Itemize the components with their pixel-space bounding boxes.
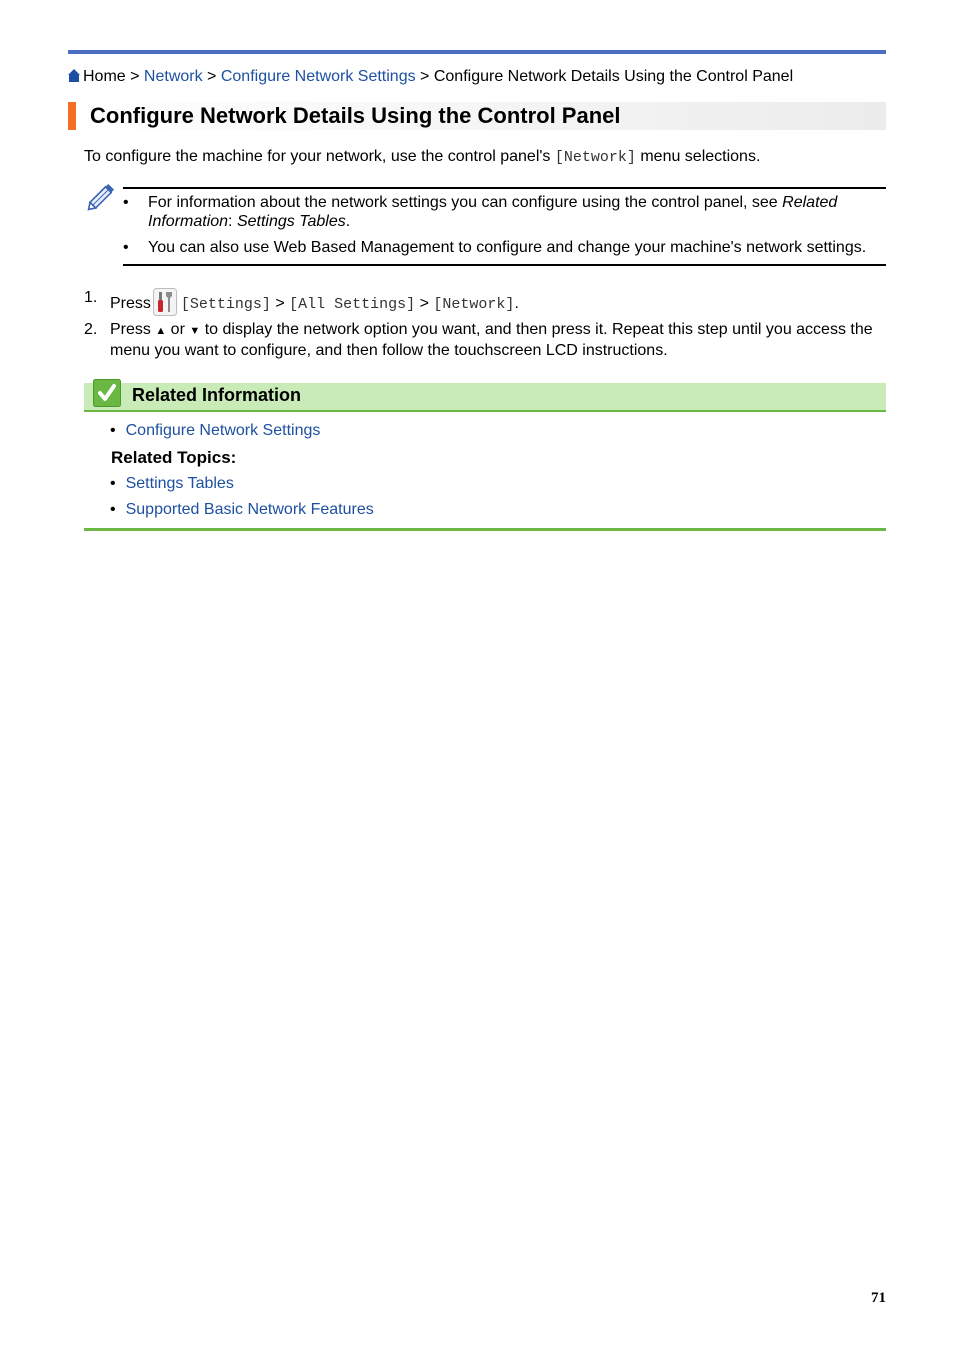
related-link-item (110, 421, 320, 441)
up-arrow-icon: ▲ (155, 325, 167, 337)
note-box (123, 187, 886, 266)
settings-tables-link[interactable]: Settings Tables (125, 475, 234, 492)
step-text: Press (110, 321, 156, 338)
page-title-bar (68, 102, 886, 130)
breadcrumb-current: Configure Network Details Using the Control Panel (433, 68, 794, 85)
intro-text-end: menu selections. (635, 148, 761, 165)
down-arrow-icon: ▼ (189, 325, 201, 337)
step-number: 1. (84, 289, 98, 306)
related-link-item (110, 500, 374, 520)
supported-basic-network-features-link[interactable]: Supported Basic Network Features (125, 501, 374, 518)
note-period: . (345, 213, 351, 230)
step-separator: > (270, 295, 290, 312)
bullet: • (123, 239, 129, 256)
bullet: • (110, 501, 116, 518)
related-topics-label: Related Topics: (111, 448, 237, 467)
step-body (110, 320, 880, 360)
related-bottom-rule (84, 528, 886, 531)
related-information-header (84, 383, 886, 412)
intro-paragraph (84, 147, 760, 168)
breadcrumb-separator: > (125, 68, 144, 85)
step-body (110, 288, 880, 316)
note-colon: : (228, 213, 237, 230)
title-accent-bar (68, 102, 76, 130)
note-item-text (148, 193, 878, 231)
step-period: . (514, 295, 519, 312)
related-information-title: Related Information (132, 385, 302, 405)
breadcrumb-home[interactable]: Home (83, 68, 126, 85)
check-icon (93, 379, 121, 407)
all-settings-code: [All Settings] (289, 296, 416, 313)
step-number: 2. (84, 321, 98, 338)
bullet: • (110, 422, 116, 439)
note-settings-tables-ref: Settings Tables (236, 213, 346, 230)
page-title: Configure Network Details Using the Control Panel (90, 103, 621, 128)
page-number: 71 (871, 1290, 886, 1306)
related-link-item (110, 474, 234, 494)
note-related-information-ref: Related Information (148, 194, 838, 230)
home-icon[interactable] (68, 69, 80, 82)
intro-text: To configure the machine for your network, use the control panel's (84, 148, 555, 165)
configure-network-settings-link[interactable]: Configure Network Settings (125, 422, 321, 439)
breadcrumb-separator: > (415, 68, 434, 85)
note-text: For information about the network settings you can configure using the control panel, see (148, 194, 783, 211)
bullet: • (110, 475, 116, 492)
settings-icon (153, 288, 177, 316)
network-code: [Network] (433, 296, 515, 313)
bullet: • (123, 194, 129, 211)
step-text: Press (110, 295, 151, 312)
breadcrumb (68, 67, 793, 87)
breadcrumb-network-link[interactable]: Network (143, 68, 203, 85)
note-item-text: You can also use Web Based Management to configure and change your machine's network settings. (148, 239, 867, 256)
breadcrumb-separator: > (202, 68, 221, 85)
intro-network-code: [Network] (554, 149, 636, 166)
breadcrumb-configure-network-settings-link[interactable]: Configure Network Settings (220, 68, 416, 85)
pencil-icon (86, 180, 118, 212)
settings-code: [Settings] (180, 296, 271, 313)
step-text: or (166, 321, 190, 338)
step-separator: > (415, 295, 434, 312)
step-text: to display the network option you want, and then press it. Repeat this step until you access the menu you want to configure, and then follow the touchscreen LCD instructions. (110, 321, 873, 359)
top-rule (68, 50, 886, 54)
